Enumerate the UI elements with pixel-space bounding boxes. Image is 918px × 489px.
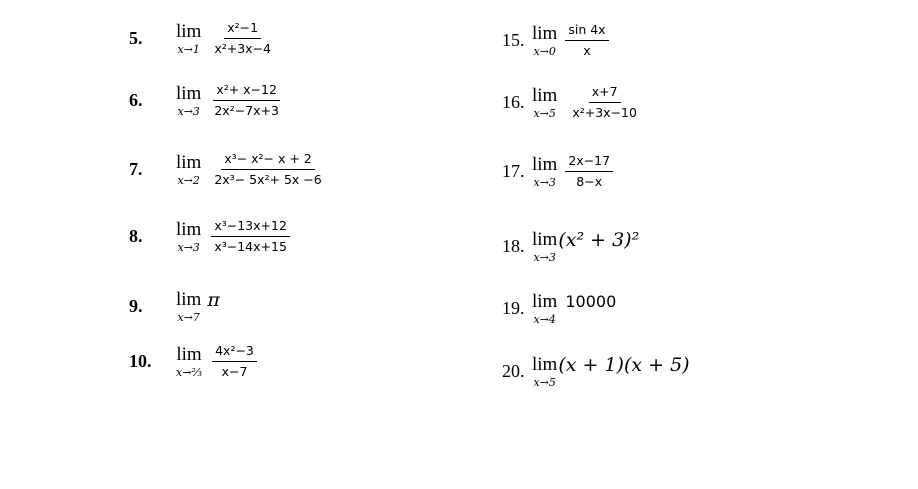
lim-text: lim [532,291,558,312]
problem-number: 8. [129,226,143,246]
problem-number: 18. [502,236,525,256]
problem-9 [129,290,220,323]
limit-operator [176,153,201,186]
limit-subscript: x→5 [533,376,556,389]
problem-19 [502,292,616,325]
numerator: 2x−17 [565,155,613,172]
limit-operator [532,292,557,325]
lim-text: lim [532,154,558,175]
problem-10 [129,345,257,378]
problem-number: 16. [502,92,525,112]
lim-text: lim [176,152,202,173]
limit-operator [532,24,557,57]
lim-text: lim [176,83,202,104]
lim-text: lim [176,21,202,42]
fraction [211,84,282,117]
denominator: x²+3x−10 [572,104,637,120]
limit-subscript: x→5 [533,107,556,120]
problem-15 [502,24,609,57]
limit-subscript: x→1 [177,43,200,56]
limit-operator [176,345,202,378]
denominator: 8−x [576,173,603,189]
lim-text: lim [176,289,202,310]
expression: 10000 [565,292,617,311]
problem-number: 10. [129,351,152,371]
limit-subscript: x→⅔ [176,366,203,379]
lim-text: lim [176,219,202,240]
fraction [211,153,324,186]
lim-text: lim [532,85,558,106]
limit-operator [176,220,201,253]
fraction [569,86,640,119]
denominator: x [583,42,591,58]
lim-text: lim [532,23,558,44]
denominator: x²+3x−4 [214,40,272,56]
problem-number: 15. [502,30,525,50]
lim-text: lim [532,354,558,375]
problem-number: 6. [129,90,143,110]
problem-20 [502,355,690,388]
limit-operator [532,155,557,188]
expression: (x² + 3)² [558,228,640,251]
problem-number: 7. [129,159,143,179]
lim-text: lim [532,229,558,250]
denominator: x−7 [221,363,248,379]
problem-7 [129,153,325,186]
denominator: 2x³− 5x²+ 5x −6 [214,171,322,187]
limit-subscript: x→3 [177,105,200,118]
limit-operator [176,22,201,55]
limit-subscript: x→0 [533,45,556,58]
fraction [211,220,290,253]
problem-8 [129,220,290,253]
problem-18 [502,230,639,263]
problem-number: 20. [502,361,525,381]
problem-5 [129,22,274,55]
numerator: x+7 [589,86,621,103]
limit-operator [176,84,201,117]
problem-number: 17. [502,161,525,181]
limit-subscript: x→7 [177,311,200,324]
numerator: x³−13x+12 [211,220,290,237]
numerator: x²−1 [224,22,261,39]
numerator: sin 4x [565,24,608,41]
limit-subscript: x→4 [533,313,556,326]
limit-operator [532,230,557,263]
problem-number: 19. [502,298,525,318]
limit-operator [532,355,557,388]
fraction [565,155,613,188]
numerator: 4x²−3 [212,345,257,362]
expression: (x + 1)(x + 5) [558,353,690,376]
limit-subscript: x→3 [533,251,556,264]
limit-operator [176,290,201,323]
problem-17 [502,155,613,188]
numerator: x²+ x−12 [213,84,280,101]
limit-subscript: x→3 [533,176,556,189]
denominator: x³−14x+15 [214,238,287,254]
fraction [211,22,274,55]
limit-operator [532,86,557,119]
fraction [565,24,608,57]
problem-16 [502,86,640,119]
denominator: 2x²−7x+3 [214,102,279,118]
problem-number: 9. [129,296,143,316]
limit-subscript: x→3 [177,241,200,254]
limit-subscript: x→2 [177,174,200,187]
numerator: x³− x²− x + 2 [221,153,314,170]
lim-text: lim [176,344,202,365]
problem-6 [129,84,282,117]
fraction [212,345,257,378]
problem-number: 5. [129,28,143,48]
expression: π [207,288,220,311]
